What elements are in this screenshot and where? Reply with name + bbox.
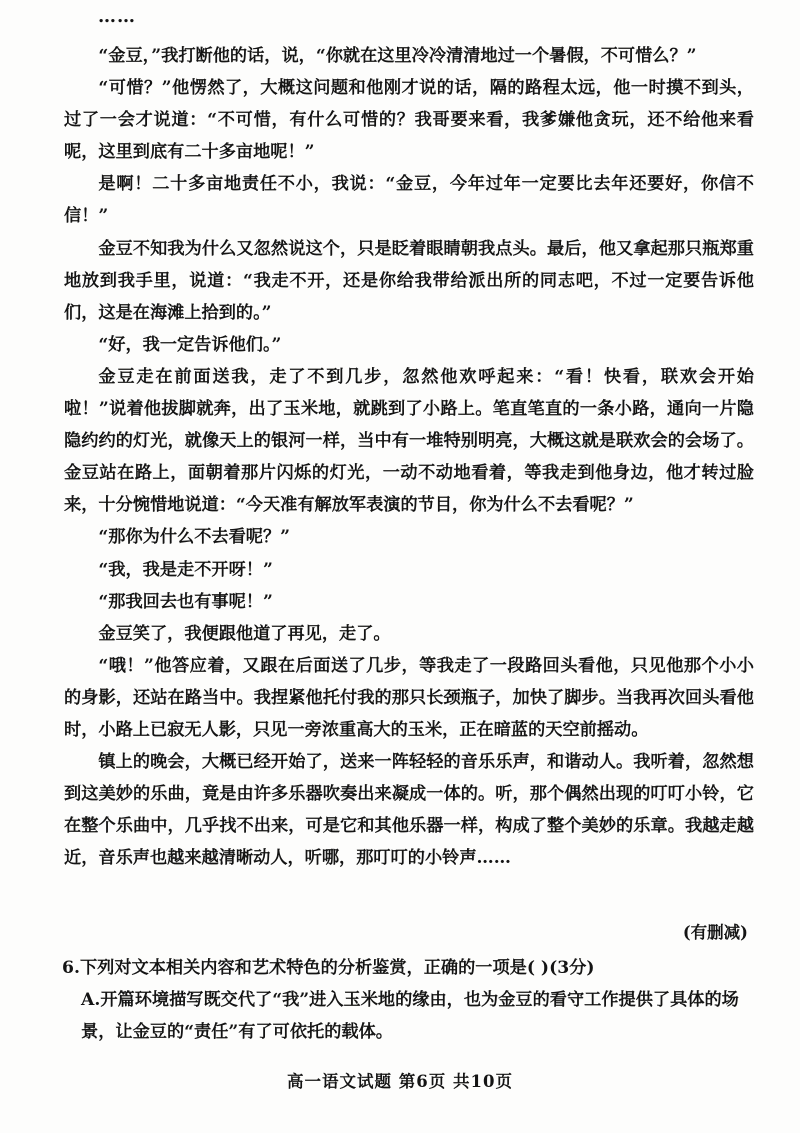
leading-ellipsis: ……	[98, 6, 136, 27]
abridged-note: (有删减)	[682, 923, 748, 942]
paragraph: “那你为什么不去看呢？”	[98, 527, 291, 548]
paragraph: 金豆不知我为什么又忽然说这个，只是眨着眼睛朝我点头。最后，他又拿起那只瓶郑重地放到我手里，说道：“我走不开，还是你给我带给派出所的同志吧，不过一定要告诉他们，这是在海滩上拾到的。”	[64, 238, 754, 323]
paragraph: 镇上的晚会，大概已经开始了，送来一阵轻轻的音乐乐声，和谐动人。我听着，忽然想到这美妙的乐曲，竟是由许多乐器吹奏出来凝成一体的。听，那个偶然出现的叮叮小铃，它在整个乐曲中，几乎找不出来，可是它和其他乐器一样，构成了整个美妙的乐章。我越走越近，音乐声也越来越清晰动人，听哪，那叮叮的小铃声……	[64, 752, 754, 869]
paragraph: “那我回去也有事呢！”	[98, 591, 273, 612]
paragraph: 是啊！二十多亩地责任不小，我说：“金豆，今年过年一定要比去年还要好，你信不信！”	[64, 174, 754, 227]
option-a-text: A.开篇环境描写既交代了“我”进入玉米地的缘由，也为金豆的看守工作提供了具体的场景，让金豆的“责任”有了可依托的载体。	[81, 990, 739, 1042]
paragraph: “哦！”他答应着，又跟在后面送了几步，等我走了一段路回头看他，只见他那个小小的身影，还站在路当中。我捏紧他托付我的那只长颈瓶子，加快了脚步。当我再次回头看他时，小路上已寂无人影，只见一旁浓重高大的玉米，正在暗蓝的天空前摇动。	[64, 655, 754, 740]
paragraph: 金豆笑了，我便跟他道了再见，走了。	[98, 623, 391, 644]
paragraph: “好，我一定告诉他们。”	[98, 334, 282, 355]
page-footer: 高一语文试题 第6页 共10页	[287, 1072, 513, 1091]
paragraph: 金豆走在前面送我，走了不到几步，忽然他欢呼起来：“看！快看，联欢会开始啦！”说着他拔脚就奔，出了玉米地，就跳到了小路上。笔直笔直的一条小路，通向一片隐隐约约的灯光，就像天上的银河一样，当中有一堆特别明亮，大概这就是联欢会的会场了。金豆站在路上，面朝着那片闪烁的灯光，一动不动地看着，等我走到他身边，他才转过脸来，十分惋惜地说道：“今天准有解放军表演的节目，你为什么不去看呢？”	[64, 366, 754, 516]
paragraph: “我，我是走不开呀！”	[98, 559, 273, 580]
question-6	[62, 952, 762, 1048]
paragraph: “可惜？”他愣然了，大概这问题和他刚才说的话，隔的路程太远，他一时摸不到头，过了一会才说道：“不可惜，有什么可惜的？我哥要来看，我爹嫌他贪玩，还不给他来看呢，这里到底有二十多亩地呢！”	[64, 78, 754, 163]
paragraph: “金豆，”我打断他的话，说，“你就在这里冷冷清清地过一个暑假，不可惜么？”	[98, 46, 697, 66]
question-stem: 6.下列对文本相关内容和艺术特色的分析鉴赏，正确的一项是( )(3分)	[62, 958, 595, 978]
question-option-a[interactable]	[62, 984, 762, 1048]
reading-passage	[64, 40, 754, 874]
